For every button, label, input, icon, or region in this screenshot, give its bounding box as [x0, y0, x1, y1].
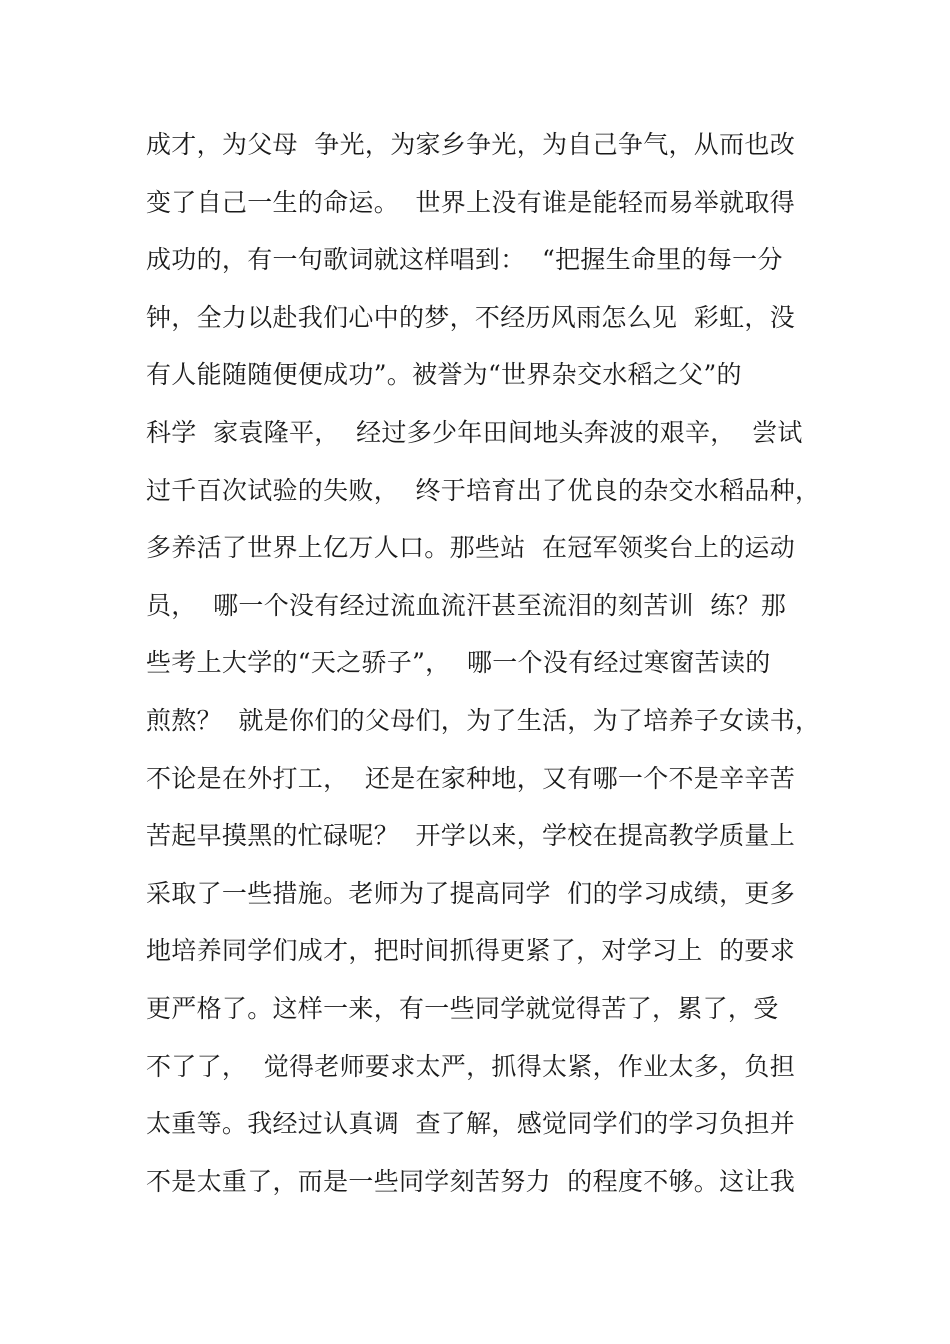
text-line: 苦起早摸黑的忙碌呢？ 开学以来，学校在提高教学质量上: [146, 821, 795, 851]
text-line: 成功的，有一句歌词就这样唱到： “把握生命里的每一分: [146, 245, 783, 275]
text-line: 煎熬？ 就是你们的父母们，为了生活，为了培养子女读书，: [146, 705, 821, 735]
text-line: 有人能随随便便成功”。被誉为“世界杂交水稻之父”的: [146, 360, 742, 390]
text-line: 不是太重了，而是一些同学刻苦努力 的程度不够。这让我: [146, 1166, 795, 1196]
text-line: 变了自己一生的命运。 世界上没有谁是能轻而易举就取得: [146, 187, 795, 217]
text-line: 采取了一些措施。老师为了提高同学 们的学习成绩，更多: [146, 878, 795, 908]
text-line: 成才，为父母 争光，为家乡争光，为自己争气，从而也改: [146, 130, 795, 159]
text-line: 多养活了世界上亿万人口。那些站 在冠军领奖台上的运动: [146, 533, 795, 563]
text-line: 些考上大学的“天之骄子”， 哪一个没有经过寒窗苦读的: [146, 648, 771, 678]
text-line: 地培养同学们成才，把时间抓得更紧了，对学习上 的要求: [146, 936, 795, 966]
text-line: 更严格了。这样一来，有一些同学就觉得苦了，累了，受: [146, 993, 779, 1023]
text-line: 太重等。我经过认真调 查了解，感觉同学们的学习负担并: [146, 1109, 795, 1139]
text-line: 过千百次试验的失败， 终于培育出了优良的杂交水稻品种，: [146, 475, 821, 505]
text-line: 科学 家袁隆平， 经过多少年田间地头奔波的艰辛， 尝试: [146, 417, 803, 447]
text-line: 员， 哪一个没有经过流血流汗甚至流泪的刻苦训 练？那: [146, 590, 787, 620]
text-line: 钟，全力以赴我们心中的梦，不经历风雨怎么见 彩虹，没: [146, 302, 795, 332]
text-line: 不了了， 觉得老师要求太严，抓得太紧，作业太多，负担: [146, 1051, 795, 1081]
text-line: 不论是在外打工， 还是在家种地，又有哪一个不是辛辛苦: [146, 763, 795, 793]
body-text: [146, 116, 836, 1210]
